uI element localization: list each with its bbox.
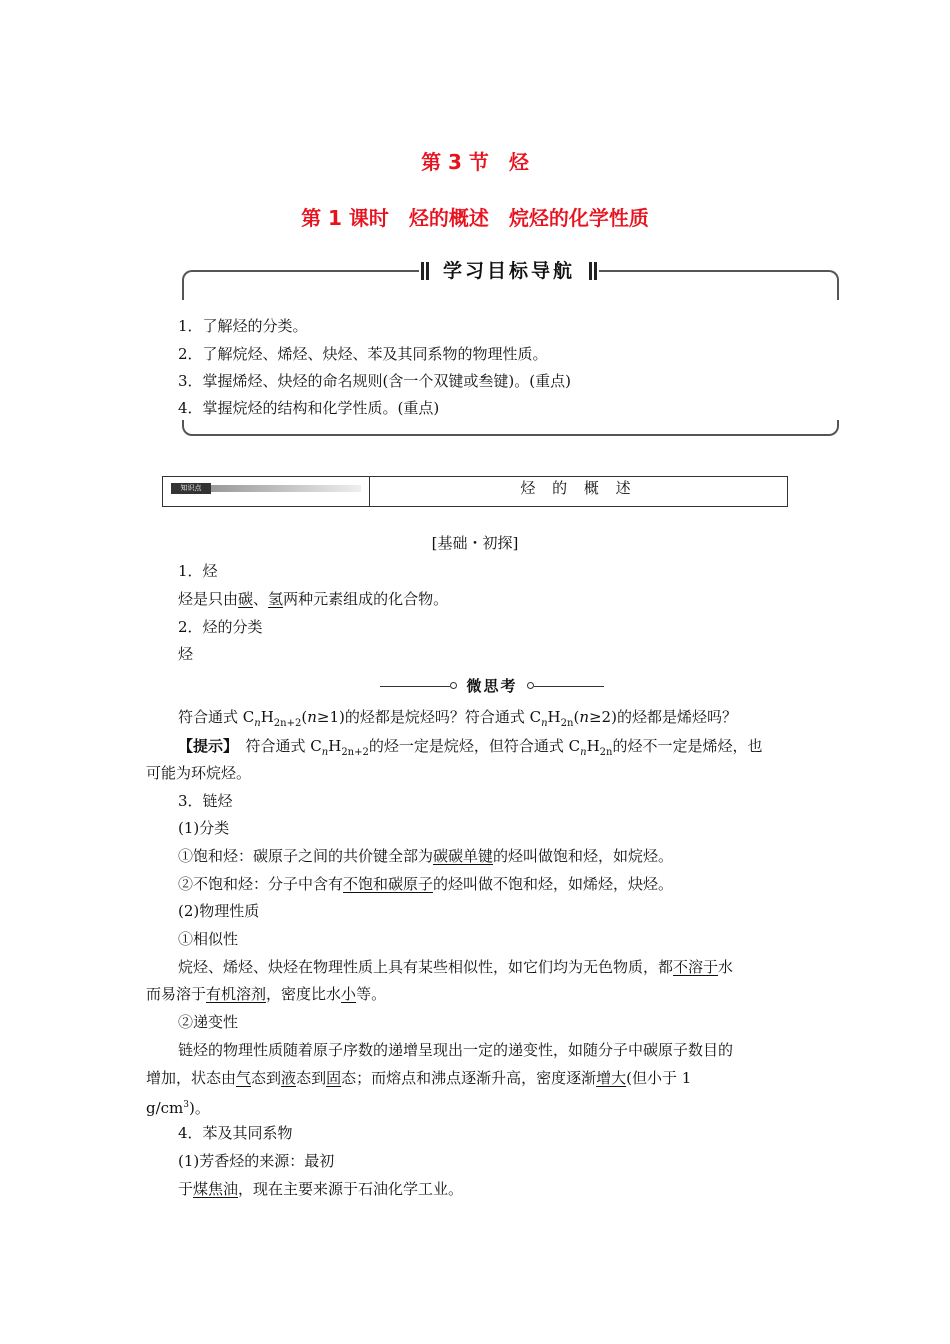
text: 2n — [560, 718, 574, 729]
text: 的烃叫做不饱和烃，如烯烃，炔烃。 — [433, 875, 674, 893]
text: 符合通式 C — [230, 737, 322, 755]
sec3-heading: 3．链烃 — [178, 792, 233, 810]
header-bar-right-2 — [589, 262, 592, 280]
text: n — [580, 747, 587, 758]
text: 等。 — [356, 985, 387, 1003]
header-bar-left — [421, 262, 424, 280]
sec2-body: 烃 — [178, 645, 194, 663]
knowledge-tag-cell — [163, 477, 370, 506]
knowledge-tag: 知识点 — [171, 483, 211, 494]
similarity-line-cont — [146, 984, 386, 1004]
text: 、 — [253, 590, 269, 608]
divider-dot-left — [450, 682, 457, 689]
unsaturated-line — [178, 874, 673, 894]
text: 的烃叫做饱和烃，如烷烃。 — [493, 847, 674, 865]
text: 2n+2 — [341, 747, 369, 758]
answer-blank: 碳碳单键 — [433, 847, 494, 865]
goal-item: 1．了解烃的分类。 — [178, 317, 308, 335]
goal-item: 4．掌握烷烃的结构和化学性质。(重点) — [178, 399, 440, 417]
gradation-heading: ②递变性 — [178, 1013, 239, 1031]
think-question — [178, 707, 737, 734]
sec1-definition — [178, 589, 448, 609]
text: 2n — [599, 747, 613, 758]
text: n — [321, 747, 329, 758]
divider-dot-right — [527, 682, 534, 689]
text: )。 — [189, 1099, 210, 1117]
text: n — [579, 708, 589, 726]
text: ，现在主要来源于石油化学工业。 — [238, 1180, 464, 1198]
saturated-line — [178, 846, 673, 866]
goal-item: 2．了解烷烃、烯烃、炔烃、苯及其同系物的物理性质。 — [178, 345, 548, 363]
text: 烷烃、烯烃、炔烃在物理性质上具有某些相似性，如它们均为无色物质，都 — [178, 958, 674, 976]
hint-label: 【提示】 — [178, 737, 231, 755]
header-bar-right — [594, 262, 597, 280]
divider-line-right — [534, 686, 604, 687]
sec4-sub1: (1)芳香烃的来源：最初 — [178, 1152, 335, 1170]
knowledge-tag-bar — [211, 485, 361, 492]
section-title: 第 3 节 烃 — [421, 150, 529, 174]
text: H — [586, 737, 600, 755]
text: g/cm — [146, 1099, 184, 1117]
text: 增加，状态由 — [146, 1069, 237, 1087]
text: n — [541, 718, 548, 729]
knowledge-point-table — [162, 476, 788, 507]
text: H — [547, 708, 561, 726]
text: 两种元素组成的化合物。 — [283, 590, 449, 608]
goal-item: 3．掌握烯烃、炔烃的命名规则(含一个双键或叁键)。(重点) — [178, 372, 571, 390]
knowledge-topic: 烃 的 概 述 — [520, 479, 637, 497]
micro-think-divider — [380, 674, 604, 698]
divider-line-left — [380, 686, 450, 687]
sec4-heading: 4．苯及其同系物 — [178, 1124, 293, 1142]
think-hint — [178, 736, 762, 763]
text: 态到 — [251, 1069, 282, 1087]
text: 烃是只由 — [178, 590, 239, 608]
text: ≥2)的烃都是烯烃吗？ — [588, 708, 737, 726]
sec1-heading: 1．烃 — [178, 562, 218, 580]
answer-blank: 不饱和碳原子 — [343, 875, 434, 893]
answer-blank: 煤焦油 — [193, 1180, 239, 1198]
goals-header — [419, 258, 599, 284]
answer-blank: 小 — [341, 985, 357, 1003]
text: 态到 — [296, 1069, 327, 1087]
gradation-line: 链烃的物理性质随着原子序数的递增呈现出一定的递变性，如随分子中碳原子数目的 — [178, 1041, 734, 1059]
goals-header-text: 学习目标导航 — [442, 260, 575, 282]
text: ≥1)的烃都是烷烃吗？符合通式 C — [316, 708, 542, 726]
sec3-sub1: (1)分类 — [178, 819, 230, 837]
similarity-heading: ①相似性 — [178, 930, 239, 948]
text: (但小于 1 — [626, 1069, 692, 1087]
goals-frame-bottom — [182, 420, 839, 436]
source-line — [178, 1179, 463, 1199]
text: H — [328, 737, 342, 755]
text: 水 — [718, 958, 734, 976]
gradation-line-cont — [146, 1068, 691, 1088]
sec3-sub2: (2)物理性质 — [178, 902, 260, 920]
text: ( — [573, 708, 580, 726]
text: 3 — [183, 1100, 190, 1110]
text: 而易溶于 — [146, 985, 207, 1003]
text: ( — [301, 708, 308, 726]
think-hint-cont: 可能为环烷烃。 — [146, 764, 252, 782]
stage-label: [基础・初探] — [431, 534, 519, 552]
lesson-title: 第 1 课时 烃的概述 烷烃的化学性质 — [301, 206, 649, 230]
sec2-heading: 2．烃的分类 — [178, 618, 263, 636]
answer-blank: 氢 — [268, 590, 284, 608]
text: 2n+2 — [273, 718, 302, 729]
text: 的烃不一定是烯烃，也 — [612, 737, 763, 755]
answer-blank: 固 — [326, 1069, 342, 1087]
text: H — [260, 708, 274, 726]
text: ②不饱和烃：分子中含有 — [178, 875, 344, 893]
gradation-line-end — [146, 1095, 210, 1118]
micro-think-label: 微思考 — [466, 677, 518, 695]
header-bar-left-2 — [426, 262, 429, 280]
text: n — [307, 708, 317, 726]
answer-blank: 有机溶剂 — [206, 985, 267, 1003]
answer-blank: 碳 — [238, 590, 254, 608]
answer-blank: 不溶于 — [673, 958, 719, 976]
answer-blank: 增大 — [596, 1069, 627, 1087]
text: ，密度比水 — [266, 985, 342, 1003]
text: 的烃一定是烷烃，但符合通式 C — [368, 737, 581, 755]
text: 态；而熔点和沸点逐渐升高，密度逐渐 — [341, 1069, 597, 1087]
similarity-line — [178, 957, 733, 977]
text: 符合通式 C — [178, 708, 255, 726]
answer-blank: 液 — [281, 1069, 297, 1087]
text: n — [254, 718, 261, 729]
text: ①饱和烃：碳原子之间的共价键全部为 — [178, 847, 434, 865]
answer-blank: 气 — [236, 1069, 252, 1087]
text: 于 — [178, 1180, 194, 1198]
